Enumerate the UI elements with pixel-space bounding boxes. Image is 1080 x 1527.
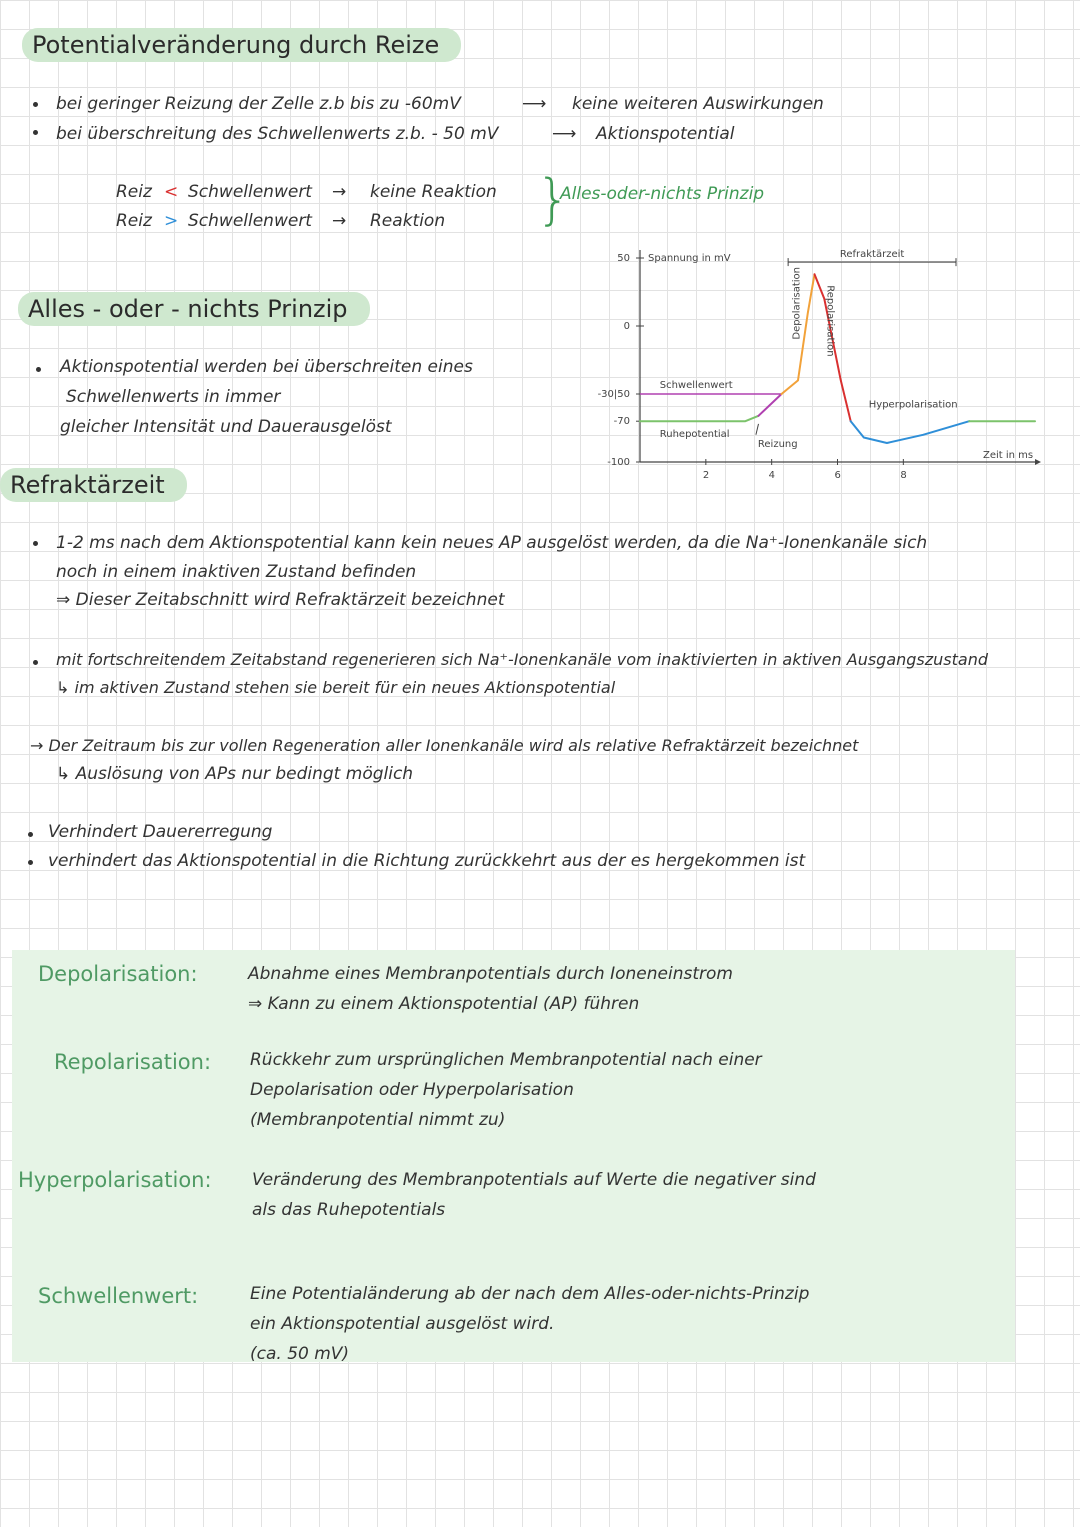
refractory-p3-line1: → Der Zeitraum bis zur vollen Regeneration aller Ionenkanäle wird als relative Refraktärzeit bezeichnet: [30, 736, 859, 755]
arrow-icon: ⟶: [552, 124, 577, 144]
less-than-symbol: <: [164, 182, 179, 202]
rule2-threshold: Schwellenwert: [188, 211, 312, 231]
refractory-p1-line3: ⇒ Dieser Zeitabschnitt wird Refraktärzeit bezeichnet: [56, 590, 505, 610]
refractory-p1-line2: noch in einem inaktiven Zustand befinden: [56, 562, 417, 582]
threshold-result: Aktionspotential: [596, 124, 735, 144]
x-tick-label: 8: [900, 470, 907, 481]
def-threshold-line2: ein Aktionspotential ausgelöst wird.: [250, 1314, 555, 1334]
rule2-result: Reaktion: [370, 211, 446, 231]
x-axis-label: Zeit in ms: [983, 450, 1034, 461]
depolarisation-label: Depolarisation: [791, 266, 803, 340]
segment-reizung: [759, 394, 782, 416]
refractory-label: Refraktärzeit: [839, 249, 905, 261]
bullet-dot: [33, 102, 38, 107]
segment-hyperpolarisation: [851, 421, 970, 443]
principle-line1: Aktionspotential werden bei überschreiten eines: [60, 357, 473, 377]
heading-potential-change: Potentialveränderung durch Reize: [22, 28, 461, 62]
term-repolarisation: Repolarisation:: [54, 1050, 212, 1074]
def-threshold-line3: (ca. 50 mV): [250, 1344, 350, 1364]
bullet-dot: [33, 541, 38, 546]
stimulus-pointer: [756, 424, 759, 435]
def-repolarisation-line2: Depolarisation oder Hyperpolarisation: [250, 1080, 574, 1100]
def-repolarisation-line1: Rückkehr zum ursprünglichen Membranpotential nach einer: [250, 1050, 762, 1070]
rule1-result: keine Reaktion: [370, 182, 497, 202]
x-tick-label: 6: [834, 470, 841, 481]
hyperpolarisation-label: Hyperpolarisation: [868, 399, 958, 411]
threshold-label: Schwellenwert: [659, 380, 733, 391]
bullet-dot: [28, 832, 33, 837]
arrow-icon: ⟶: [522, 94, 547, 114]
term-depolarisation: Depolarisation:: [38, 962, 198, 986]
bullet-dot: [33, 660, 38, 665]
term-hyperpolarisation: Hyperpolarisation:: [18, 1168, 212, 1192]
y-tick-label: -100: [607, 457, 630, 468]
rule1-stimulus: Reiz: [116, 182, 152, 202]
refractory-bullet-b: verhindert das Aktionspotential in die Richtung zurückkehrt aus der es hergekommen ist: [48, 851, 806, 871]
def-repolarisation-line3: (Membranpotential nimmt zu): [250, 1110, 506, 1130]
x-tick-label: 2: [702, 470, 710, 481]
x-tick-label: 4: [768, 470, 776, 481]
bullet-dot: [33, 130, 38, 135]
bullet-dot: [28, 860, 33, 865]
heading-all-or-nothing: Alles - oder - nichts Prinzip: [18, 292, 370, 326]
y-axis-label: Spannung in mV: [648, 253, 731, 264]
segment-ruhepotential: [640, 416, 759, 421]
refractory-p2-line1: mit fortschreitendem Zeitabstand regenerieren sich Na⁺-Ionenkanäle vom inaktivierten in aktiven Ausgangszustand: [56, 650, 989, 669]
def-depolarisation-line2: ⇒ Kann zu einem Aktionspotential (AP) führen: [248, 994, 640, 1014]
refractory-p3-line2: ↳ Auslösung von APs nur bedingt möglich: [56, 764, 414, 784]
y-tick-label: 50: [617, 253, 630, 264]
principle-line3: gleicher Intensität und Dauerausgelöst: [60, 417, 392, 437]
y-tick-label: -70: [613, 416, 630, 428]
x-axis-arrow-icon: [1035, 459, 1041, 465]
def-threshold-line1: Eine Potentialänderung ab der nach dem Alles-oder-nichts-Prinzip: [250, 1284, 810, 1304]
def-hyperpolarisation-line1: Veränderung des Membranpotentials auf Werte die negativer sind: [252, 1170, 816, 1190]
y-tick-label: -30|50: [597, 389, 630, 400]
refractory-p2-line2: ↳ im aktiven Zustand stehen sie bereit für ein neues Aktionspotential: [56, 678, 616, 697]
greater-than-symbol: >: [164, 211, 179, 231]
bullet-threshold: bei überschreitung des Schwellenwerts z.b. - 50 mV: [56, 124, 499, 144]
bullet-dot: [36, 367, 41, 372]
curly-brace-icon: }: [536, 168, 571, 231]
def-depolarisation-line1: Abnahme eines Membranpotentials durch Ioneneinstrom: [248, 964, 733, 984]
def-hyperpolarisation-line2: als das Ruhepotentials: [252, 1200, 446, 1220]
rest-label: Ruhepotential: [659, 429, 730, 441]
y-tick-label: 0: [623, 321, 630, 332]
term-threshold: Schwellenwert:: [38, 1284, 199, 1308]
action-potential-chart: [580, 238, 1050, 500]
arrow-icon: →: [332, 182, 347, 202]
principle-note: Alles-oder-nichts Prinzip: [560, 184, 765, 204]
bullet-low-stimulus: bei geringer Reizung der Zelle z.b bis zu -60mV: [56, 94, 461, 114]
stimulus-label: Reizung: [757, 438, 798, 450]
rule1-threshold: Schwellenwert: [188, 182, 312, 202]
principle-line2: Schwellenwerts in immer: [66, 387, 281, 407]
rule2-stimulus: Reiz: [116, 211, 152, 231]
heading-refractory: Refraktärzeit: [0, 468, 187, 502]
repolarisation-label: Repolarisation: [824, 285, 836, 357]
arrow-icon: →: [332, 211, 347, 231]
refractory-bullet-a: Verhindert Dauererregung: [48, 822, 273, 842]
refractory-p1-line1: 1-2 ms nach dem Aktionspotential kann kein neues AP ausgelöst werden, da die Na⁺-Ionenkanäle sich: [56, 533, 928, 553]
low-stimulus-result: keine weiteren Auswirkungen: [572, 94, 824, 114]
